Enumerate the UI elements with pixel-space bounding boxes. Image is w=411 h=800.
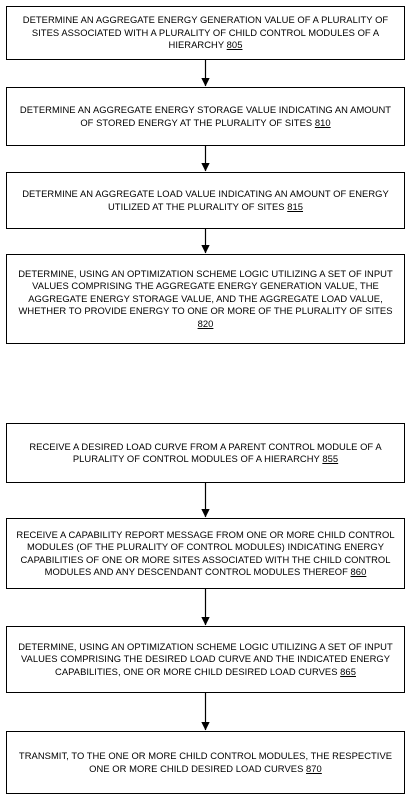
flow-step-870 [6, 731, 405, 794]
step-text-865: DETERMINE, USING AN OPTIMIZATION SCHEME LOGIC UTILIZING A SET OF INPUT VALUES COMPRISING THE DESIRED LOAD CURVE AND THE INDICATED ENERGY CAPABILITIES, ONE OR MORE CHILD DESIRED LOAD CURVES 865 [18, 640, 393, 677]
step-text-855: RECEIVE A DESIRED LOAD CURVE FROM A PARENT CONTROL MODULE OF A PLURALITY OF CONTROL MODULES OF A HIERARCHY 855 [29, 440, 382, 464]
step-text-815: DETERMINE AN AGGREGATE LOAD VALUE INDICATING AN AMOUNT OF ENERGY UTILIZED AT THE PLURALITY OF SITES 815 [22, 188, 389, 212]
ref-numeral-860: 860 [350, 565, 367, 577]
ref-numeral-810: 810 [314, 116, 331, 128]
flow-step-860 [6, 518, 405, 589]
flow-step-810 [6, 87, 405, 146]
step-text-870: TRANSMIT, TO THE ONE OR MORE CHILD CONTROL MODULES, THE RESPECTIVE ONE OR MORE CHILD DESIRED LOAD CURVES 870 [18, 750, 393, 774]
step-text-805: DETERMINE AN AGGREGATE ENERGY GENERATION VALUE OF A PLURALITY OF SITES ASSOCIATED WITH A PLURALITY OF CHILD CONTROL MODULES OF A HIERARCHY 805 [22, 14, 389, 51]
ref-numeral-805: 805 [226, 39, 243, 51]
step-text-860: RECEIVE A CAPABILITY REPORT MESSAGE FROM ONE OR MORE CHILD CONTROL MODULES (OF THE PLURALITY OF CONTROL MODULES) INDICATING ENERGY CAPABILITIES OF ONE OR MORE SITES ASSOCIATED WITH THE CHILD CONTROL MODULES AND ANY DESCENDANT CONTROL MODULES THEREOF 860 [16, 528, 395, 577]
flow-step-855 [6, 423, 405, 483]
flow-step-805 [6, 6, 405, 60]
flow-step-815 [6, 172, 405, 229]
flow-step-820 [6, 254, 405, 344]
step-text-820: DETERMINE, USING AN OPTIMIZATION SCHEME LOGIC UTILIZING A SET OF INPUT VALUES COMPRISING THE AGGREGATE ENERGY GENERATION VALUE, THE AGGREGATE ENERGY STORAGE VALUE, AND THE AGGREGATE LOAD VALUE, WHETHER TO PROVIDE ENERGY TO ONE OR MORE OF THE PLURALITY OF SITES 820 [18, 267, 393, 329]
ref-numeral-870: 870 [306, 762, 322, 774]
ref-numeral-815: 815 [287, 200, 304, 212]
ref-numeral-855: 855 [322, 453, 339, 464]
ref-numeral-820: 820 [197, 317, 214, 329]
step-text-810: DETERMINE AN AGGREGATE ENERGY STORAGE VALUE INDICATING AN AMOUNT OF STORED ENERGY AT THE PLURALITY OF SITES 810 [19, 104, 392, 128]
flow-step-865 [6, 626, 405, 693]
ref-numeral-865: 865 [340, 665, 356, 677]
